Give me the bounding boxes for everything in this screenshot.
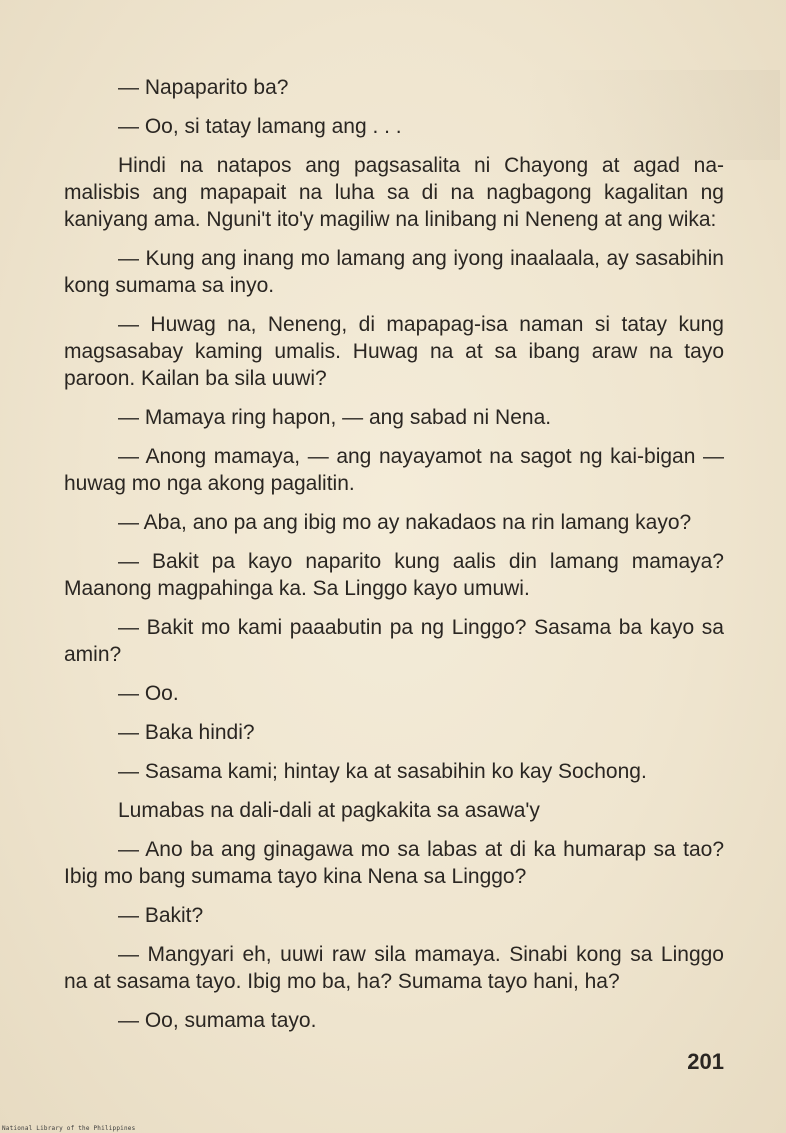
paragraph: — Napaparito ba? (118, 76, 289, 99)
paragraph: — Bakit mo kami paaabutin pa ng Linggo? Sasama ba kayo sa amin? (64, 616, 724, 666)
page-number: 201 (687, 1049, 724, 1074)
paragraph: Lumabas na dali-dali at pagkakita sa asawa'y (118, 799, 540, 822)
library-credit: National Library of the Philippines (2, 1125, 136, 1132)
paragraph: — Baka hindi? (118, 721, 255, 744)
body-text (64, 74, 724, 1046)
paragraph: — Oo. (118, 682, 179, 705)
paragraph: — Aba, ano pa ang ibig mo ay nakadaos na rin lamang kayo? (118, 511, 692, 534)
paragraph: — Huwag na, Neneng, di mapapag-isa naman si tatay kung magsasabay kaming umalis. Huwag na at sa ibang araw na tayo paroon. Kailan ba sila uuwi? (64, 313, 724, 390)
paragraph: — Sasama kami; hintay ka at sasabihin ko kay Sochong. (118, 760, 647, 783)
paragraph: — Bakit? (118, 904, 204, 927)
paragraph: — Mangyari eh, uuwi raw sila mamaya. Sinabi kong sa Linggo na at sasama tayo. Ibig mo ba, ha? Sumama tayo hani, ha? (64, 943, 724, 993)
paragraph: — Anong mamaya, — ang nayayamot na sagot ng kai-bigan — huwag mo nga akong pagalitin. (64, 445, 724, 495)
paragraph: — Ano ba ang ginagawa mo sa labas at di ka humarap sa tao? Ibig mo bang sumama tayo kina Nena sa Linggo? (64, 838, 724, 888)
paragraph: — Bakit pa kayo naparito kung aalis din lamang mamaya? Maanong magpahinga ka. Sa Linggo kayo umuwi. (64, 550, 724, 600)
paragraph: — Kung ang inang mo lamang ang iyong inaalaala, ay sasabihin kong sumama sa inyo. (64, 247, 724, 297)
paragraph: — Oo, si tatay lamang ang . . . (118, 115, 402, 138)
paragraph: — Mamaya ring hapon, — ang sabad ni Nena. (118, 406, 552, 429)
paragraph: Hindi na natapos ang pagsasalita ni Chayong at agad na-malisbis ang mapapait na luha sa di na nagbagong kagalitan ng kaniyang ama. Nguni't ito'y magiliw na linibang ni Neneng at ang wika: (64, 154, 724, 231)
paragraph: — Oo, sumama tayo. (118, 1009, 317, 1032)
